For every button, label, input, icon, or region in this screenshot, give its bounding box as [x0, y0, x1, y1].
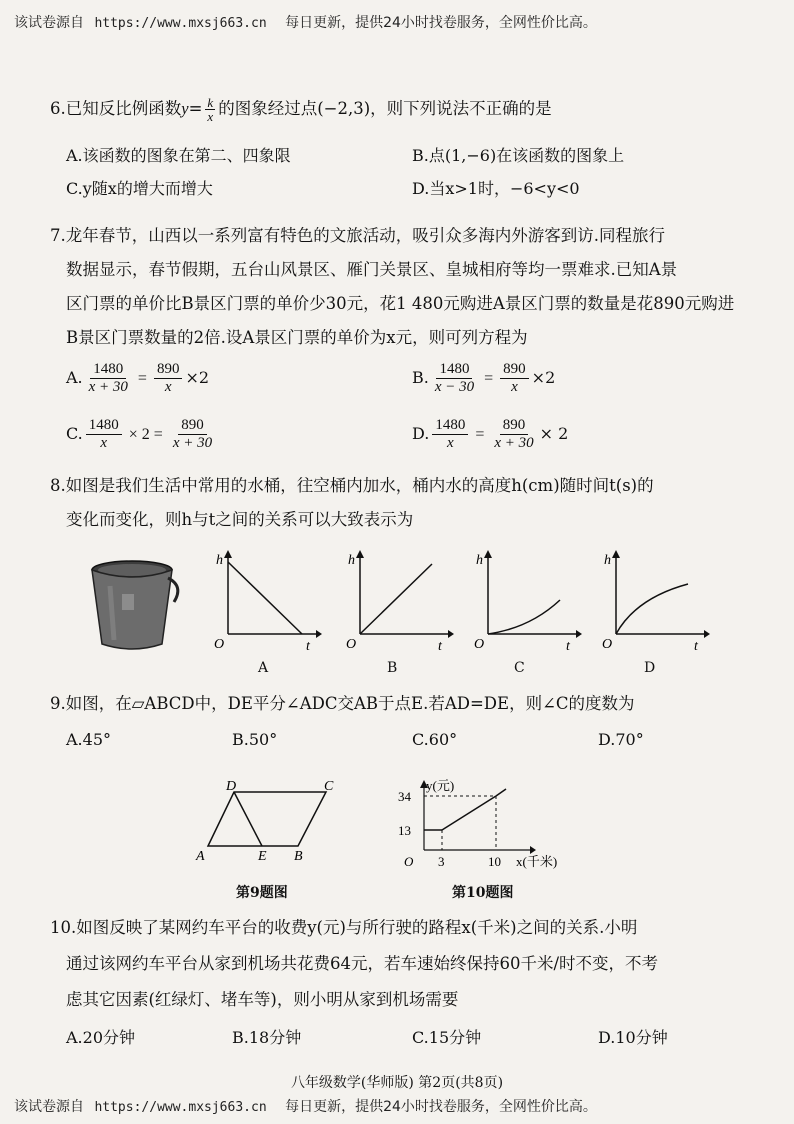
- graph-b-h-label: h: [348, 553, 355, 568]
- figure-9-caption: 第9题图: [236, 885, 288, 901]
- graph-c-t-label: t: [566, 639, 570, 654]
- graph-d-h-label: h: [604, 553, 611, 568]
- q6-prefix: 6.已知反比例函数: [50, 99, 182, 118]
- q7-b-frac1: [432, 362, 477, 395]
- banner-url[interactable]: https://www.mxsj663.cn: [94, 16, 267, 31]
- q7-a-tail: ×2: [185, 368, 210, 387]
- q6-suffix: 的图象经过点(−2,3)，则下列说法不正确的是: [218, 99, 552, 118]
- q10-line-3: 虑其它因素(红绿灯、堵车等)，则小明从家到机场需要: [66, 990, 459, 1009]
- graph-b-t-label: t: [438, 639, 442, 654]
- fig10-y-tick-13: 13: [398, 823, 411, 838]
- q7-c-frac1: [86, 418, 122, 451]
- fig10-x-tick-3: 3: [438, 854, 445, 869]
- top-banner: [14, 12, 597, 32]
- q6-y: y: [181, 99, 189, 118]
- q6-x: x: [207, 109, 214, 124]
- fig9-point-e: E: [258, 849, 267, 864]
- q7-a-frac2: [154, 362, 183, 395]
- graph-b-label: B: [387, 660, 398, 676]
- q7-b-label: B.: [412, 368, 429, 387]
- q6-option-d: D.当x>1时，−6<y<0: [412, 179, 580, 198]
- q7-option-b: [412, 362, 555, 395]
- graph-c-origin: O: [474, 637, 485, 652]
- fig9-point-b: B: [294, 849, 303, 864]
- q7-b-n1: 1480: [436, 362, 472, 379]
- q10-option-a: A.20分钟: [66, 1028, 136, 1047]
- fig10-y-tick-34: 34: [398, 789, 411, 804]
- q9-option-b: B.50°: [232, 730, 278, 749]
- q10-line-2: 通过该网约车平台从家到机场共花费64元，若车速始终保持60千米/时不变，不考: [66, 954, 659, 973]
- q6-fraction: [205, 96, 215, 123]
- q7-a-d2: x: [164, 379, 172, 395]
- fig9-point-c: C: [324, 779, 334, 794]
- q7-a-n2: 890: [154, 362, 183, 379]
- graph-d: [596, 548, 712, 656]
- banner-service: 每日更新，提供24小时找卷服务，全网性价比高。: [285, 15, 597, 31]
- q7-a-op: =: [137, 370, 147, 387]
- q8-line-2: 变化而变化，则h与t之间的关系可以大致表示为: [66, 510, 414, 529]
- graph-d-t-label: t: [694, 639, 698, 654]
- bottom-banner-url[interactable]: https://www.mxsj663.cn: [94, 1100, 267, 1115]
- q7-line-4: B景区门票数量的2倍.设A景区门票的单价为x元，则可列方程为: [66, 328, 528, 347]
- q6-option-b: B.点(1,−6)在该函数的图象上: [412, 146, 625, 165]
- q7-d-d1: x: [447, 435, 454, 451]
- graph-d-label: D: [644, 660, 656, 676]
- q9-option-c: C.60°: [412, 730, 458, 749]
- q9-option-d: D.70°: [598, 730, 644, 749]
- q7-c-d2: x + 30: [172, 435, 213, 451]
- graph-b-origin: O: [346, 637, 357, 652]
- q10-line-1: 10.如图反映了某网约车平台的收费y(元)与所行驶的路程x(千米)之间的关系.小明: [50, 918, 638, 937]
- figure-10-fare-graph: [388, 778, 588, 878]
- fig10-x-tick-10: 10: [488, 854, 501, 869]
- q7-d-n2: 890: [500, 418, 529, 435]
- graph-d-origin: O: [602, 637, 613, 652]
- q7-c-frac2: [170, 418, 215, 451]
- banner-source: 该试卷源自: [14, 15, 84, 31]
- q7-b-frac2: [500, 362, 529, 395]
- fig10-x-axis-label: x(千米): [516, 854, 558, 869]
- q7-line-3: 区门票的单价比B景区门票的单价少30元，花1 480元购进A景区门票的数量是花890元购进: [66, 294, 735, 313]
- bucket-picture: [88, 556, 188, 656]
- q10-option-b: B.18分钟: [232, 1028, 302, 1047]
- q6-stem: [50, 96, 552, 123]
- q7-a-n1: 1480: [90, 362, 126, 379]
- q8-line-1: 8.如图是我们生活中常用的水桶，往空桶内加水，桶内水的高度h(cm)随时间t(s)的: [50, 476, 654, 495]
- fig10-origin: O: [404, 854, 414, 869]
- q7-c-n1: 1480: [86, 418, 122, 435]
- bottom-banner-service: 每日更新，提供24小时找卷服务，全网性价比高。: [285, 1099, 597, 1115]
- q7-d-frac2: [491, 418, 536, 451]
- q9-option-a: A.45°: [66, 730, 111, 749]
- q7-option-c: [66, 418, 218, 451]
- q7-d-d2: x + 30: [494, 435, 534, 451]
- q6-option-a: A.该函数的图象在第二、四象限: [66, 146, 291, 165]
- q7-d-n1: 1480: [432, 418, 468, 435]
- graph-c-label: C: [514, 660, 525, 676]
- q7-b-n2: 890: [500, 362, 529, 379]
- q7-option-a: [66, 362, 209, 395]
- q10-option-c: C.15分钟: [412, 1028, 482, 1047]
- q7-b-d2: x: [511, 379, 518, 395]
- q6-eq: =: [188, 99, 203, 118]
- figure-9-parallelogram: [190, 776, 350, 866]
- page-footer: 八年级数学(华师版) 第2页(共8页): [290, 1075, 504, 1091]
- q6-option-c: C.y随x的增大而增大: [66, 179, 213, 198]
- graph-a-h-label: h: [216, 553, 223, 568]
- q7-b-op: =: [484, 370, 494, 387]
- q9-stem: 9.如图，在▱ABCD中，DE平分∠ADC交AB于点E.若AD=DE，则∠C的度数为: [50, 694, 635, 713]
- q7-b-tail: ×2: [531, 368, 556, 387]
- graph-b: [340, 548, 456, 656]
- bottom-banner: [14, 1096, 597, 1116]
- q7-b-d1: x − 30: [434, 379, 475, 395]
- q7-d-label: D.: [412, 424, 430, 443]
- graph-c: [468, 548, 584, 656]
- bottom-banner-source: 该试卷源自: [14, 1099, 84, 1115]
- q6-k: k: [207, 95, 214, 110]
- q7-a-frac1: [86, 362, 131, 395]
- q7-c-d1: x: [100, 435, 108, 451]
- q7-c-label: C.: [66, 424, 83, 443]
- q7-c-n2: 890: [178, 418, 207, 435]
- q7-option-d: [412, 418, 568, 451]
- q7-c-mid: × 2 =: [128, 426, 163, 443]
- q7-a-d1: x + 30: [88, 379, 128, 395]
- fig10-y-axis-label: y(元): [426, 778, 455, 793]
- graph-a-t-label: t: [306, 639, 310, 654]
- figure-10-caption: 第10题图: [452, 885, 514, 901]
- q10-option-d: D.10分钟: [598, 1028, 668, 1047]
- q7-d-frac1: [432, 418, 468, 451]
- graph-c-h-label: h: [476, 553, 483, 568]
- graph-a-label: A: [258, 660, 269, 676]
- fig9-point-d: D: [226, 779, 237, 794]
- fig9-point-a: A: [196, 849, 205, 864]
- graph-a-origin: O: [214, 637, 225, 652]
- q7-d-tail: × 2: [539, 424, 569, 443]
- q7-a-label: A.: [66, 368, 83, 387]
- graph-a: [208, 548, 324, 656]
- q7-line-1: 7.龙年春节，山西以一系列富有特色的文旅活动，吸引众多海内外游客到访.同程旅行: [50, 226, 665, 245]
- q7-d-op: =: [475, 426, 485, 443]
- q7-line-2: 数据显示，春节假期，五台山风景区、雁门关景区、皇城相府等均一票难求.已知A景: [66, 260, 678, 279]
